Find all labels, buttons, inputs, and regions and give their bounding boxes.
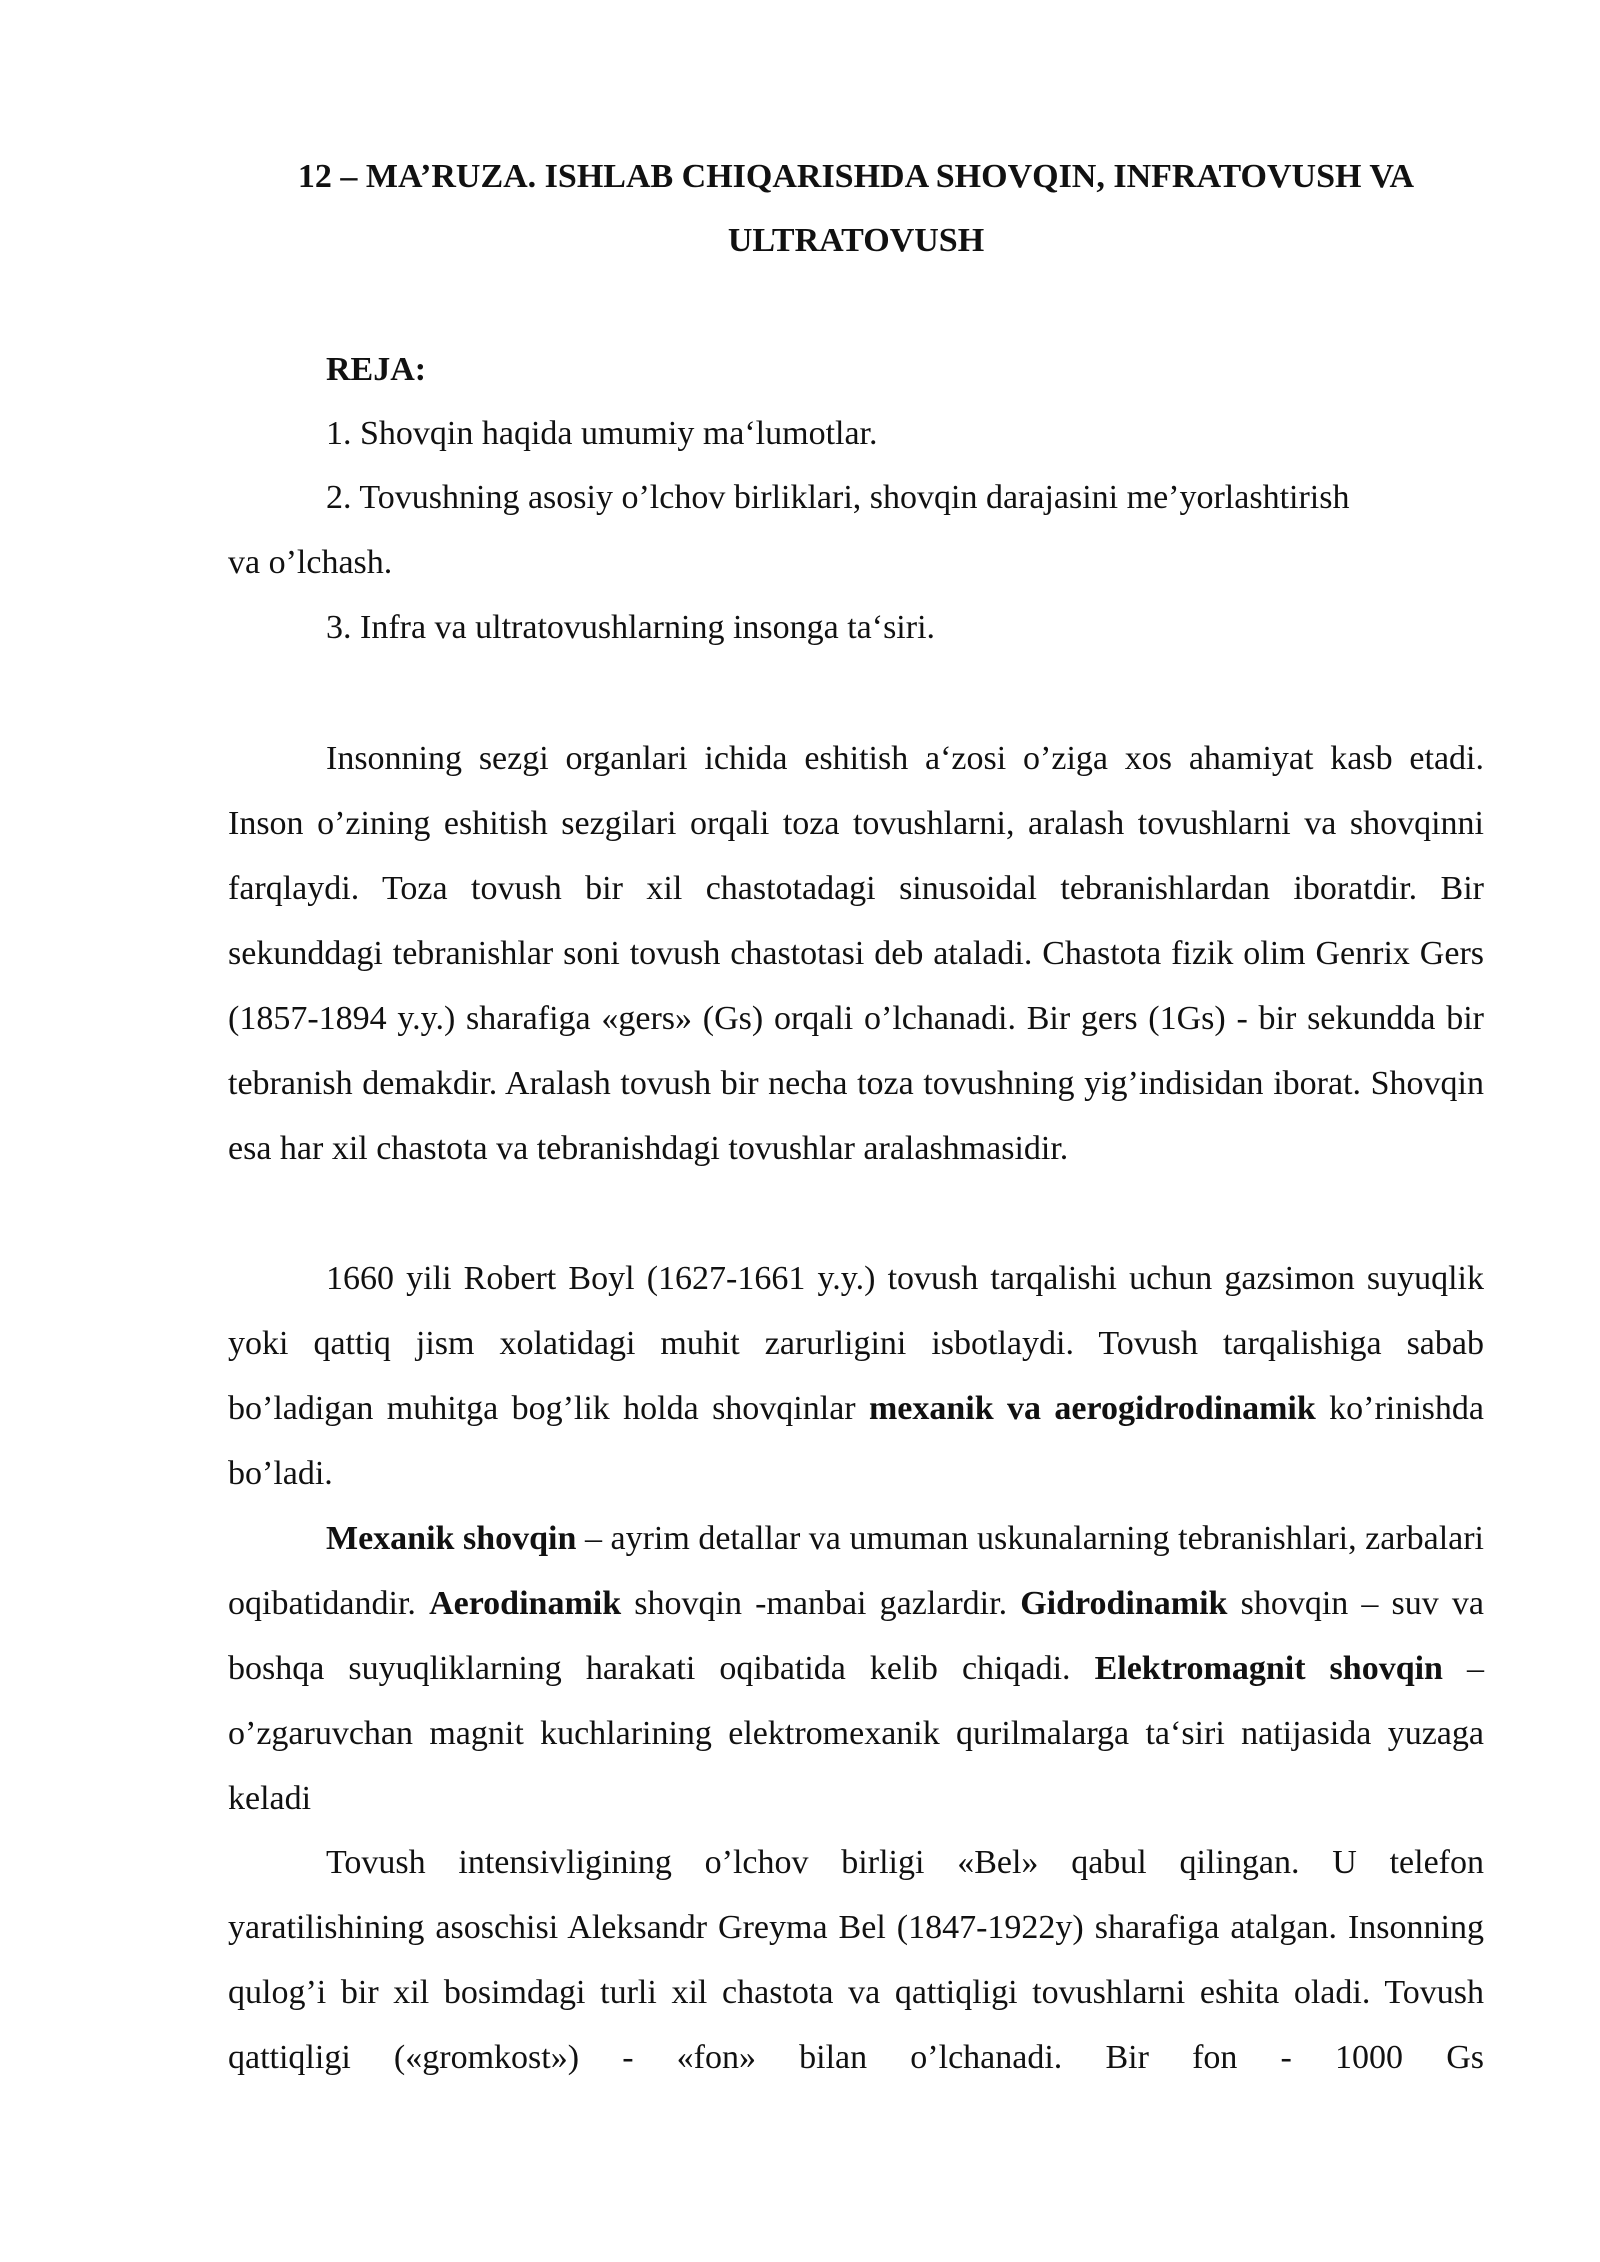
plan-item-3: 3. Infra va ultratovushlarning insonga ta‘siri.: [326, 609, 936, 646]
def-aerodynamic: shovqin -manbai gazlardir.: [634, 1585, 1008, 1622]
def-mechanical-noise: – ayrim detallar va umuman uskunalarning tebranishlari, zarbalari oqibatidandir.: [228, 1520, 1485, 1622]
term-mechanical-noise: Mexanik shovqin: [326, 1520, 577, 1557]
plan-item-2: 2. Tovushning asosiy o’lchov birliklari, shovqin darajasini me’yorlashtirish: [326, 479, 1350, 516]
paragraph-boyle-bold: mexanik va aerogidrodinamik: [868, 1390, 1316, 1427]
paragraph-noise-types: [228, 1506, 1484, 1831]
plan-heading: REJA:: [326, 351, 427, 388]
term-aerodynamic: Aerodinamik: [429, 1585, 622, 1622]
paragraph-hearing: Insonning sezgi organlari ichida eshitish a‘zosi o’ziga xos ahamiyat kasb etadi. Inson o’zining eshitish sezgilari orqali toza tovushlarni, aralash tovushlarni va shovqinni farqlaydi. Toza tovush bir xil chastotadagi sinusoidal tebranishlardan iboratdir. Bir sekunddagi tebranishlar soni tovush chastotasi deb ataladi. Chastota fizik olim Genrix Gers (1857-1894 y.y.) sharafiga «gers» (Gs) orqali o’lchanadi. Bir gers (1Gs) - bir sekundda bir tebranish demakdir. Aralash tovush bir necha toza tovushning yig’indisidan iborat. Shovqin esa har xil chastota va tebranishdagi tovushlar aralashmasidir.: [228, 740, 1484, 1167]
lecture-title-line-1: 12 – MA’RUZA. ISHLAB CHIQARISHDA SHOVQIN, INFRATOVUSH VA: [297, 158, 1415, 195]
def-electromagnetic-noise: – o’zgaruvchan magnit kuchlarining elektromexanik qurilmalarga ta‘siri natijasida yuzaga keladi: [228, 1650, 1485, 1817]
def-hydrodynamic: shovqin – suv va boshqa suyuqliklarning harakati oqibatida kelib chiqadi.: [228, 1585, 1485, 1687]
lecture-title-line-2: ULTRATOVUSH: [727, 222, 985, 259]
paragraph-boyle-tail: ko’rinishda bo’ladi.: [228, 1390, 1484, 1492]
term-hydrodynamic: Gidrodinamik: [1020, 1585, 1228, 1622]
paragraph-bel-unit: Tovush intensivligining o’lchov birligi «Bel» qabul qilingan. U telefon yaratilishining asoschisi Aleksandr Greyma Bel (1847-1922y) sharafiga atalgan. Insonning qulog’i bir xil bosimdagi turli xil chastota va qattiqligi tovushlarni eshita oladi. Tovush qattiqligi («gromkost») - «fon» bilan o’lchanadi. Bir fon - 1000 Gs: [228, 1844, 1484, 2076]
paragraph-boyle-text: 1660 yili Robert Boyl (1627-1661 y.y.) tovush tarqalishi uchun gazsimon suyuqlik yoki qattiq jism xolatidagi muhit zarurligini isbotlaydi. Tovush tarqalishiga sabab bo’ladigan muhitga bog’lik holda shovqinlar: [228, 1260, 1484, 1427]
plan-item-1: 1. Shovqin haqida umumiy ma‘lumotlar.: [326, 415, 878, 452]
paragraph-boyle: [228, 1246, 1484, 1506]
plan-item-2-continued: va o’lchash.: [228, 544, 393, 581]
term-electromagnetic-noise: Elektromagnit shovqin: [1094, 1650, 1443, 1687]
